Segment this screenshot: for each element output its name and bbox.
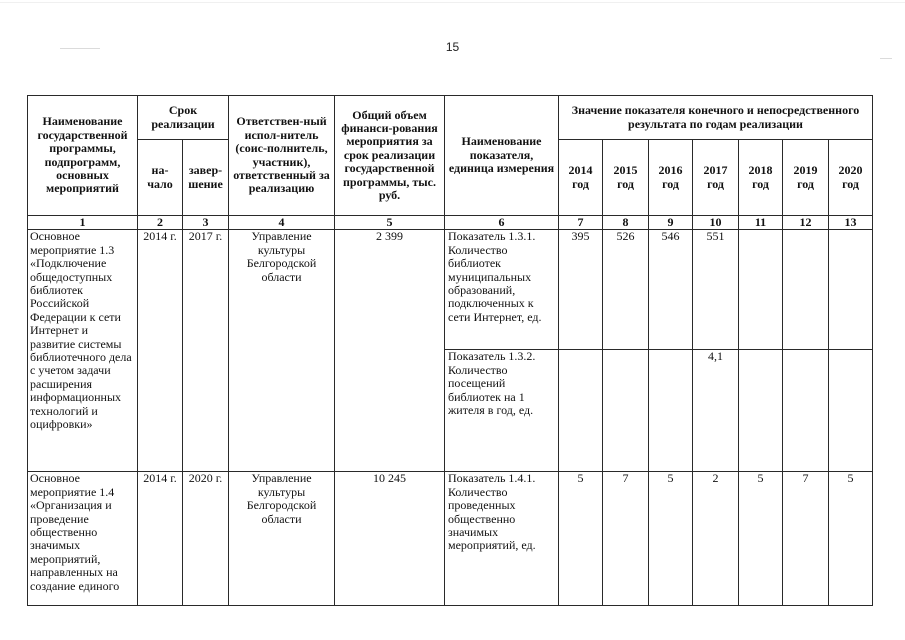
- column-number: 6: [445, 216, 559, 230]
- activity-name: Основное мероприятие 1.4 «Организация и проведение общественно значимых мероприятий, направленных на создание единого: [28, 472, 138, 606]
- activity-responsible: Управление культуры Белгородской области: [229, 472, 335, 606]
- header-end: завер-шение: [183, 140, 229, 216]
- indicator-value: 7: [603, 472, 649, 606]
- header-year: 2014 год: [559, 140, 603, 216]
- column-number: 8: [603, 216, 649, 230]
- column-number: 12: [783, 216, 829, 230]
- scan-artifact: [0, 2, 905, 3]
- indicator-value: 546: [649, 230, 693, 350]
- indicator-value: [829, 230, 873, 350]
- header-year: 2020 год: [829, 140, 873, 216]
- column-number: 4: [229, 216, 335, 230]
- column-number: 1: [28, 216, 138, 230]
- activity-name: Основное мероприятие 1.3 «Подключение общедоступных библиотек Российской Федерации к сети Интернет и развитие системы библиотечного дела с учетом задачи расширения информационных технологий и оцифровки»: [28, 230, 138, 472]
- table-row: [28, 472, 873, 606]
- column-number: 2: [138, 216, 183, 230]
- header-year: 2015 год: [603, 140, 649, 216]
- header-period: Срок реализации: [138, 96, 229, 140]
- indicator-value: 2: [693, 472, 739, 606]
- scan-artifact: [880, 58, 892, 59]
- indicator-value: [783, 350, 829, 472]
- table-row: [28, 230, 873, 350]
- indicator-value: [829, 350, 873, 472]
- indicator-value: 395: [559, 230, 603, 350]
- header-year: 2016 год: [649, 140, 693, 216]
- activity-start: 2014 г.: [138, 230, 183, 472]
- header-indicator: Наименование показателя, единица измерения: [445, 96, 559, 216]
- activity-funding: 10 245: [335, 472, 445, 606]
- column-number: 9: [649, 216, 693, 230]
- header-start: на-чало: [138, 140, 183, 216]
- indicator-value: [739, 230, 783, 350]
- indicators-table: [27, 95, 873, 606]
- header-year: 2018 год: [739, 140, 783, 216]
- activity-responsible: Управление культуры Белгородской области: [229, 230, 335, 472]
- activity-end: 2020 г.: [183, 472, 229, 606]
- column-number: 5: [335, 216, 445, 230]
- header-name: Наименование государственной программы, подпрограмм, основных мероприятий: [28, 96, 138, 216]
- scan-artifact: [60, 48, 100, 49]
- column-number: 13: [829, 216, 873, 230]
- activity-start: 2014 г.: [138, 472, 183, 606]
- header-year: 2019 год: [783, 140, 829, 216]
- page-number: 15: [445, 40, 460, 54]
- column-number: 7: [559, 216, 603, 230]
- indicator-value: 526: [603, 230, 649, 350]
- header-funding: Общий объем финанси-рования мероприятия за срок реализации государственной программы, тыс. руб.: [335, 96, 445, 216]
- indicator-value: [739, 350, 783, 472]
- indicator-value: [783, 230, 829, 350]
- indicator-value: [559, 350, 603, 472]
- header-values: Значение показателя конечного и непосредственного результата по годам реализации: [559, 96, 873, 140]
- indicator-value: [603, 350, 649, 472]
- indicator-value: 7: [783, 472, 829, 606]
- column-number: 11: [739, 216, 783, 230]
- activity-end: 2017 г.: [183, 230, 229, 472]
- indicator-name: Показатель 1.4.1. Количество проведенных общественно значимых мероприятий, ед.: [445, 472, 559, 606]
- column-number: 10: [693, 216, 739, 230]
- activity-funding: 2 399: [335, 230, 445, 472]
- header-row-1: [28, 96, 873, 140]
- header-responsible: Ответствен-ный испол-нитель (соис-полнитель, участник), ответственный за реализацию: [229, 96, 335, 216]
- indicator-value: [649, 350, 693, 472]
- indicator-name: Показатель 1.3.1. Количество библиотек муниципальных образований, подключенных к сети Интернет, ед.: [445, 230, 559, 350]
- column-number-row: [28, 216, 873, 230]
- indicator-value: 5: [559, 472, 603, 606]
- indicator-value: 5: [739, 472, 783, 606]
- column-number: 3: [183, 216, 229, 230]
- indicator-value: 5: [649, 472, 693, 606]
- indicator-value: 4,1: [693, 350, 739, 472]
- indicator-value: 551: [693, 230, 739, 350]
- header-year: 2017 год: [693, 140, 739, 216]
- indicator-name: Показатель 1.3.2. Количество посещений библиотек на 1 жителя в год, ед.: [445, 350, 559, 472]
- indicator-value: 5: [829, 472, 873, 606]
